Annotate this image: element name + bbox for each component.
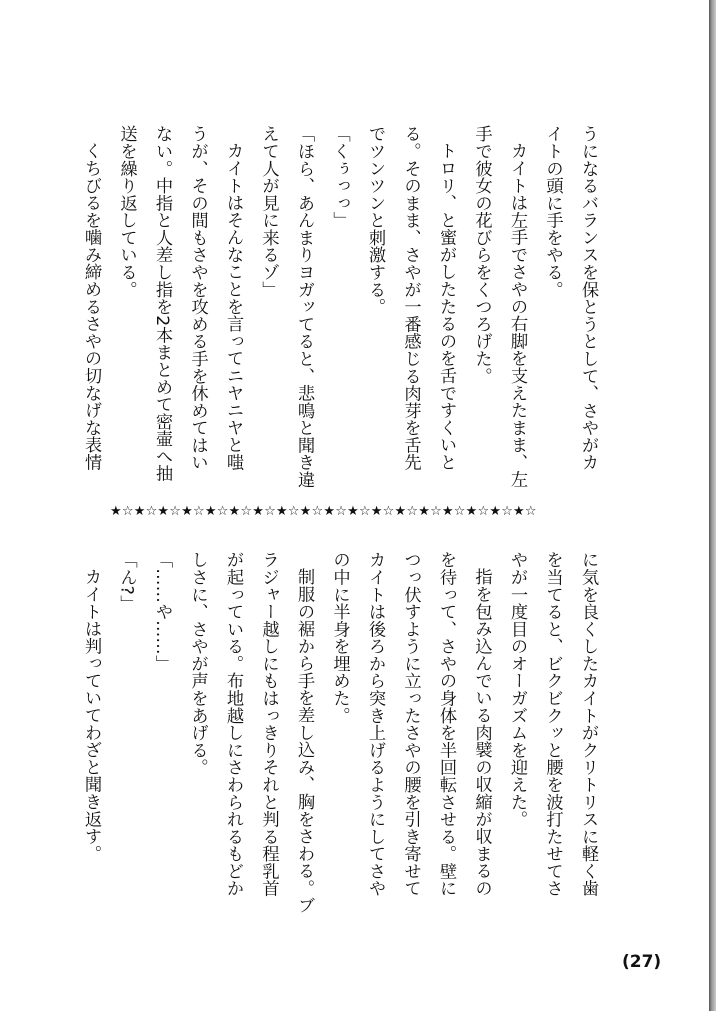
- text-column: 手で彼女の花びらをくつろげた。: [471, 125, 492, 385]
- text-column: 「ほら、あんまりヨガッてると、悲鳴と聞き違: [294, 125, 314, 489]
- text-block-top: [73, 125, 606, 492]
- text-column: の中に半身を埋めた。: [329, 551, 350, 724]
- text-column: 「くぅっっ」: [329, 125, 350, 229]
- text-column: イトの頭に手をやる。: [542, 125, 563, 298]
- text-column: に気を良くしたカイトがクリトリスに軽く歯: [578, 551, 598, 897]
- text-block-bottom: [73, 551, 606, 918]
- text-column: やが一度目のオーガズムを迎えた。: [507, 551, 527, 828]
- page-number: (27): [622, 952, 662, 972]
- text-column: ラジャー越しにもはっきりそれと判る程乳首: [258, 551, 279, 897]
- text-column: うになるバランスを保とうとして、さやがカ: [578, 125, 598, 471]
- text-column: つっ伏すように立ったさやの腰を引き寄せて: [400, 551, 421, 897]
- text-column: でツンツンと刺激する。: [365, 125, 385, 316]
- text-column: カイトは後ろから突き上げるようにしてさや: [365, 551, 385, 897]
- text-column: カイトは判っていてわざと聞き返す。: [81, 568, 101, 863]
- text-column: しさに、さやが声をあげる。: [187, 551, 208, 776]
- text-column: トロリ、と蜜がしたたるのを舌ですくいと: [436, 142, 456, 471]
- text-column: を当てると、ビクビクッと腰を波打たせてさ: [542, 551, 563, 897]
- text-column: る。そのまま、さやが一番感じる肉芽を舌先: [400, 125, 421, 471]
- text-column: えて人が見に来るゾ」: [258, 125, 279, 298]
- text-column: カイトはそんなことを言ってニヤニヤと嗤: [223, 142, 243, 471]
- text-column: カイトは左手でさやの右脚を支えたまま、左: [507, 142, 527, 489]
- text-column: 送を繰り返している。: [116, 125, 137, 298]
- text-column: 「ん?」: [116, 551, 137, 613]
- text-column: が起っている。布地越しにさわられるもどか: [223, 551, 243, 897]
- text-column: を待って、さやの身体を半回転させる。壁に: [436, 551, 456, 897]
- text-column: ない。中指と人差し指を2本まとめて密壷へ抽: [152, 125, 172, 482]
- text-column: うが、その間もさやを攻める手を休めてはい: [187, 125, 208, 471]
- star-divider: ★☆★☆★☆★☆★☆★☆★☆★☆★☆★☆★☆★☆★☆★☆★☆★☆★☆★☆: [110, 504, 537, 519]
- text-column: 「……や……」: [152, 551, 172, 672]
- text-column: 指を包み込んでいる肉襞の収縮が収まるの: [471, 568, 492, 897]
- scan-edge: [709, 0, 716, 1011]
- text-column: 制服の裾から手を差し込み、胸をさわる。ブ: [294, 568, 314, 915]
- text-column: くちびるを噛み締めるさやの切なげな表情: [81, 142, 101, 471]
